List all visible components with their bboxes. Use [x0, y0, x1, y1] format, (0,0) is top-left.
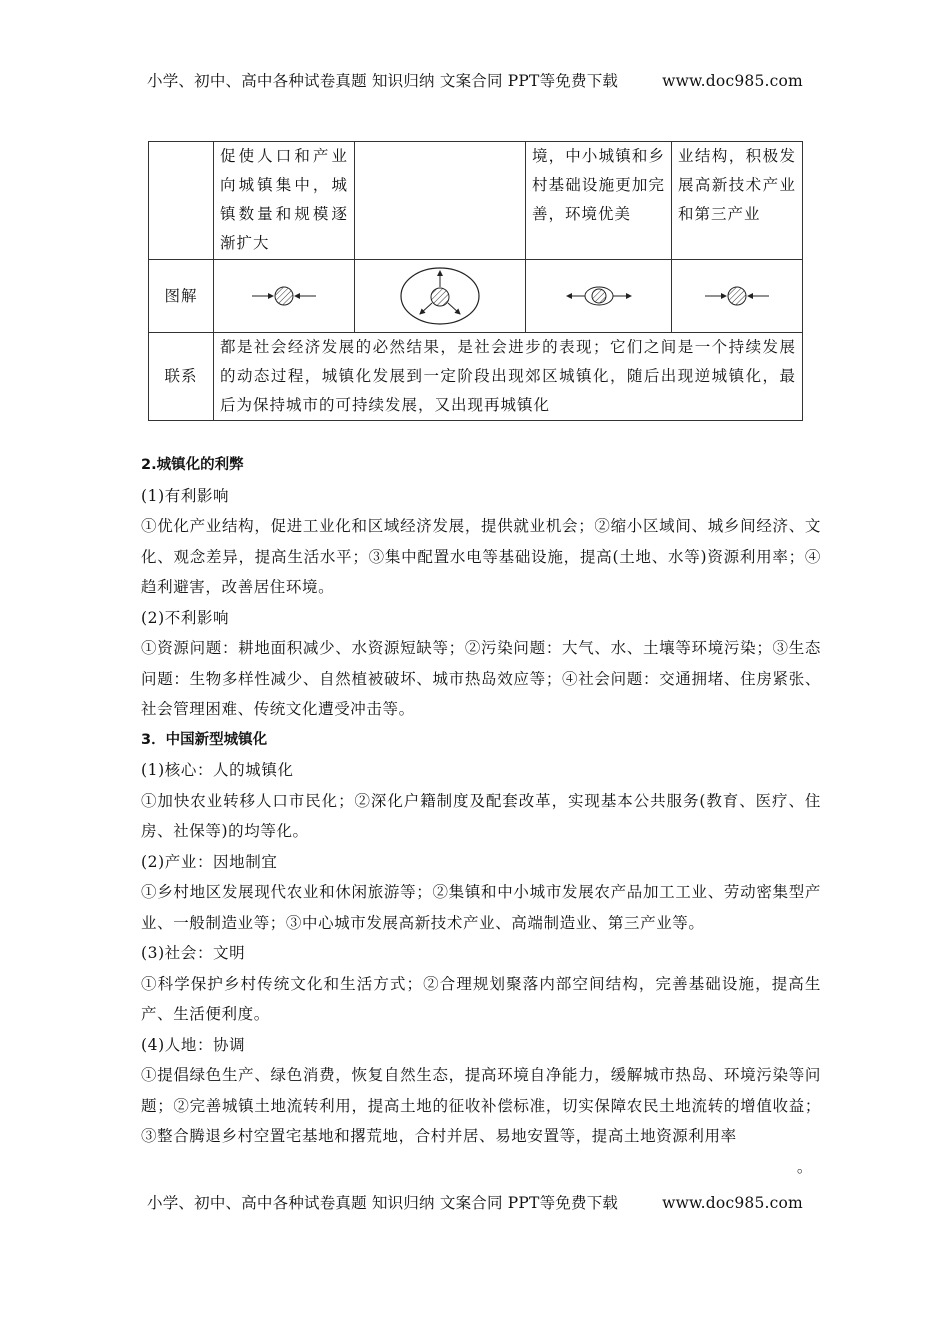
section3-title: 3．中国新型城镇化 [141, 731, 268, 748]
diagram-cell-reurbanization [672, 260, 803, 333]
cons-text: ①资源问题：耕地面积减少、水资源短缺等；②污染问题：大气、水、土壤等环境污染；③生态问题：生物多样性减少、自然植被破坏、城市热岛效应等；④社会问题：交通拥堵、住房紧张、社会管理困难、传统文化遭受冲击等。 [141, 639, 821, 718]
table-row-continuation [149, 142, 803, 260]
cons-title: (2)不利影响 [141, 608, 230, 627]
table-row-diagram [149, 260, 803, 333]
table-cell-counter-urbanization: 境，中小城镇和乡村基础设施更加完善，环境优美 [526, 142, 672, 260]
table-cell-reurbanization: 业结构，积极发展高新技术产业和第三产业 [672, 142, 803, 260]
society-text: ①科学保护乡村传统文化和生活方式；②合理规划聚落内部空间结构，完善基础设施，提高生产、生活便利度。 [141, 974, 821, 1023]
inward-flow-diagram-icon [244, 281, 324, 311]
urbanization-comparison-table [148, 141, 803, 421]
core-text: ①加快农业转移人口市民化；②深化户籍制度及配套改革，实现基本公共服务(教育、医疗、住房、社保等)的均等化。 [141, 791, 821, 840]
section2-title: 2.城镇化的利弊 [141, 457, 244, 473]
diagram-cell-counter-urbanization [526, 260, 672, 333]
table-cell-urbanization: 促使人口和产业向城镇集中，城镇数量和规模逐渐扩大 [214, 142, 355, 260]
suburban-outward-diagram-icon [398, 265, 482, 327]
relation-cell-text: 都是社会经济发展的必然结果，是社会进步的表现；它们之间是一个持续发展的动态过程，城镇化发展到一定阶段出现郊区城镇化，随后出现逆城镇化，最后为保持城市的可持续发展，又出现再城镇化 [214, 333, 803, 421]
footer-text: 小学、初中、高中各种试卷真题 知识归纳 文案合同 PPT等免费下载 [147, 1194, 619, 1212]
main-content [141, 450, 821, 1182]
page-footer [0, 1191, 950, 1213]
diagram-cell-suburbanization [355, 260, 526, 333]
pros-text: ①优化产业结构，促进工业化和区域经济发展，提供就业机会；②缩小区域间、城乡间经济、文化、观念差异，提高生活水平；③集中配置水电等基础设施，提高(土地、水等)资源利用率；④趋利避害，改善居住环境。 [141, 517, 821, 596]
relation-row-label: 联系 [149, 333, 214, 421]
reinward-flow-diagram-icon [697, 281, 777, 311]
core-title: (1)核心：人的城镇化 [141, 761, 294, 779]
page-header [0, 69, 950, 91]
diagram-row-label: 图解 [149, 260, 214, 333]
diagram-cell-urbanization [214, 260, 355, 333]
header-text: 小学、初中、高中各种试卷真题 知识归纳 文案合同 PPT等免费下载 [147, 72, 619, 90]
table-row-relation [149, 333, 803, 421]
header-url[interactable]: www.doc985.com [662, 72, 803, 90]
outward-flow-diagram-icon [559, 281, 639, 311]
industry-title: (2)产业：因地制宜 [141, 852, 278, 871]
table-cell-empty-label [149, 142, 214, 260]
table-cell-suburbanization [355, 142, 526, 260]
pros-title: (1)有利影响 [141, 486, 230, 505]
industry-text: ①乡村地区发展现代农业和休闲旅游等；②集镇和中小城市发展农产品加工工业、劳动密集型产业、一般制造业等；③中心城市发展高新技术产业、高端制造业、第三产业等。 [141, 883, 821, 932]
human-land-title: (4)人地：协调 [141, 1035, 246, 1054]
trailing-mark: 。 [796, 1157, 813, 1176]
human-land-text: ①提倡绿色生产、绿色消费，恢复自然生态，提高环境自净能力，缓解城市热岛、环境污染等问题；②完善城镇土地流转利用，提高土地的征收补偿标准，切实保障农民土地流转的增值收益；③整合腾退乡村空置宅基地和撂荒地，合村并居、易地安置等，提高土地资源利用率 [141, 1066, 821, 1145]
society-title: (3)社会：文明 [141, 944, 246, 962]
footer-url[interactable]: www.doc985.com [662, 1194, 803, 1212]
